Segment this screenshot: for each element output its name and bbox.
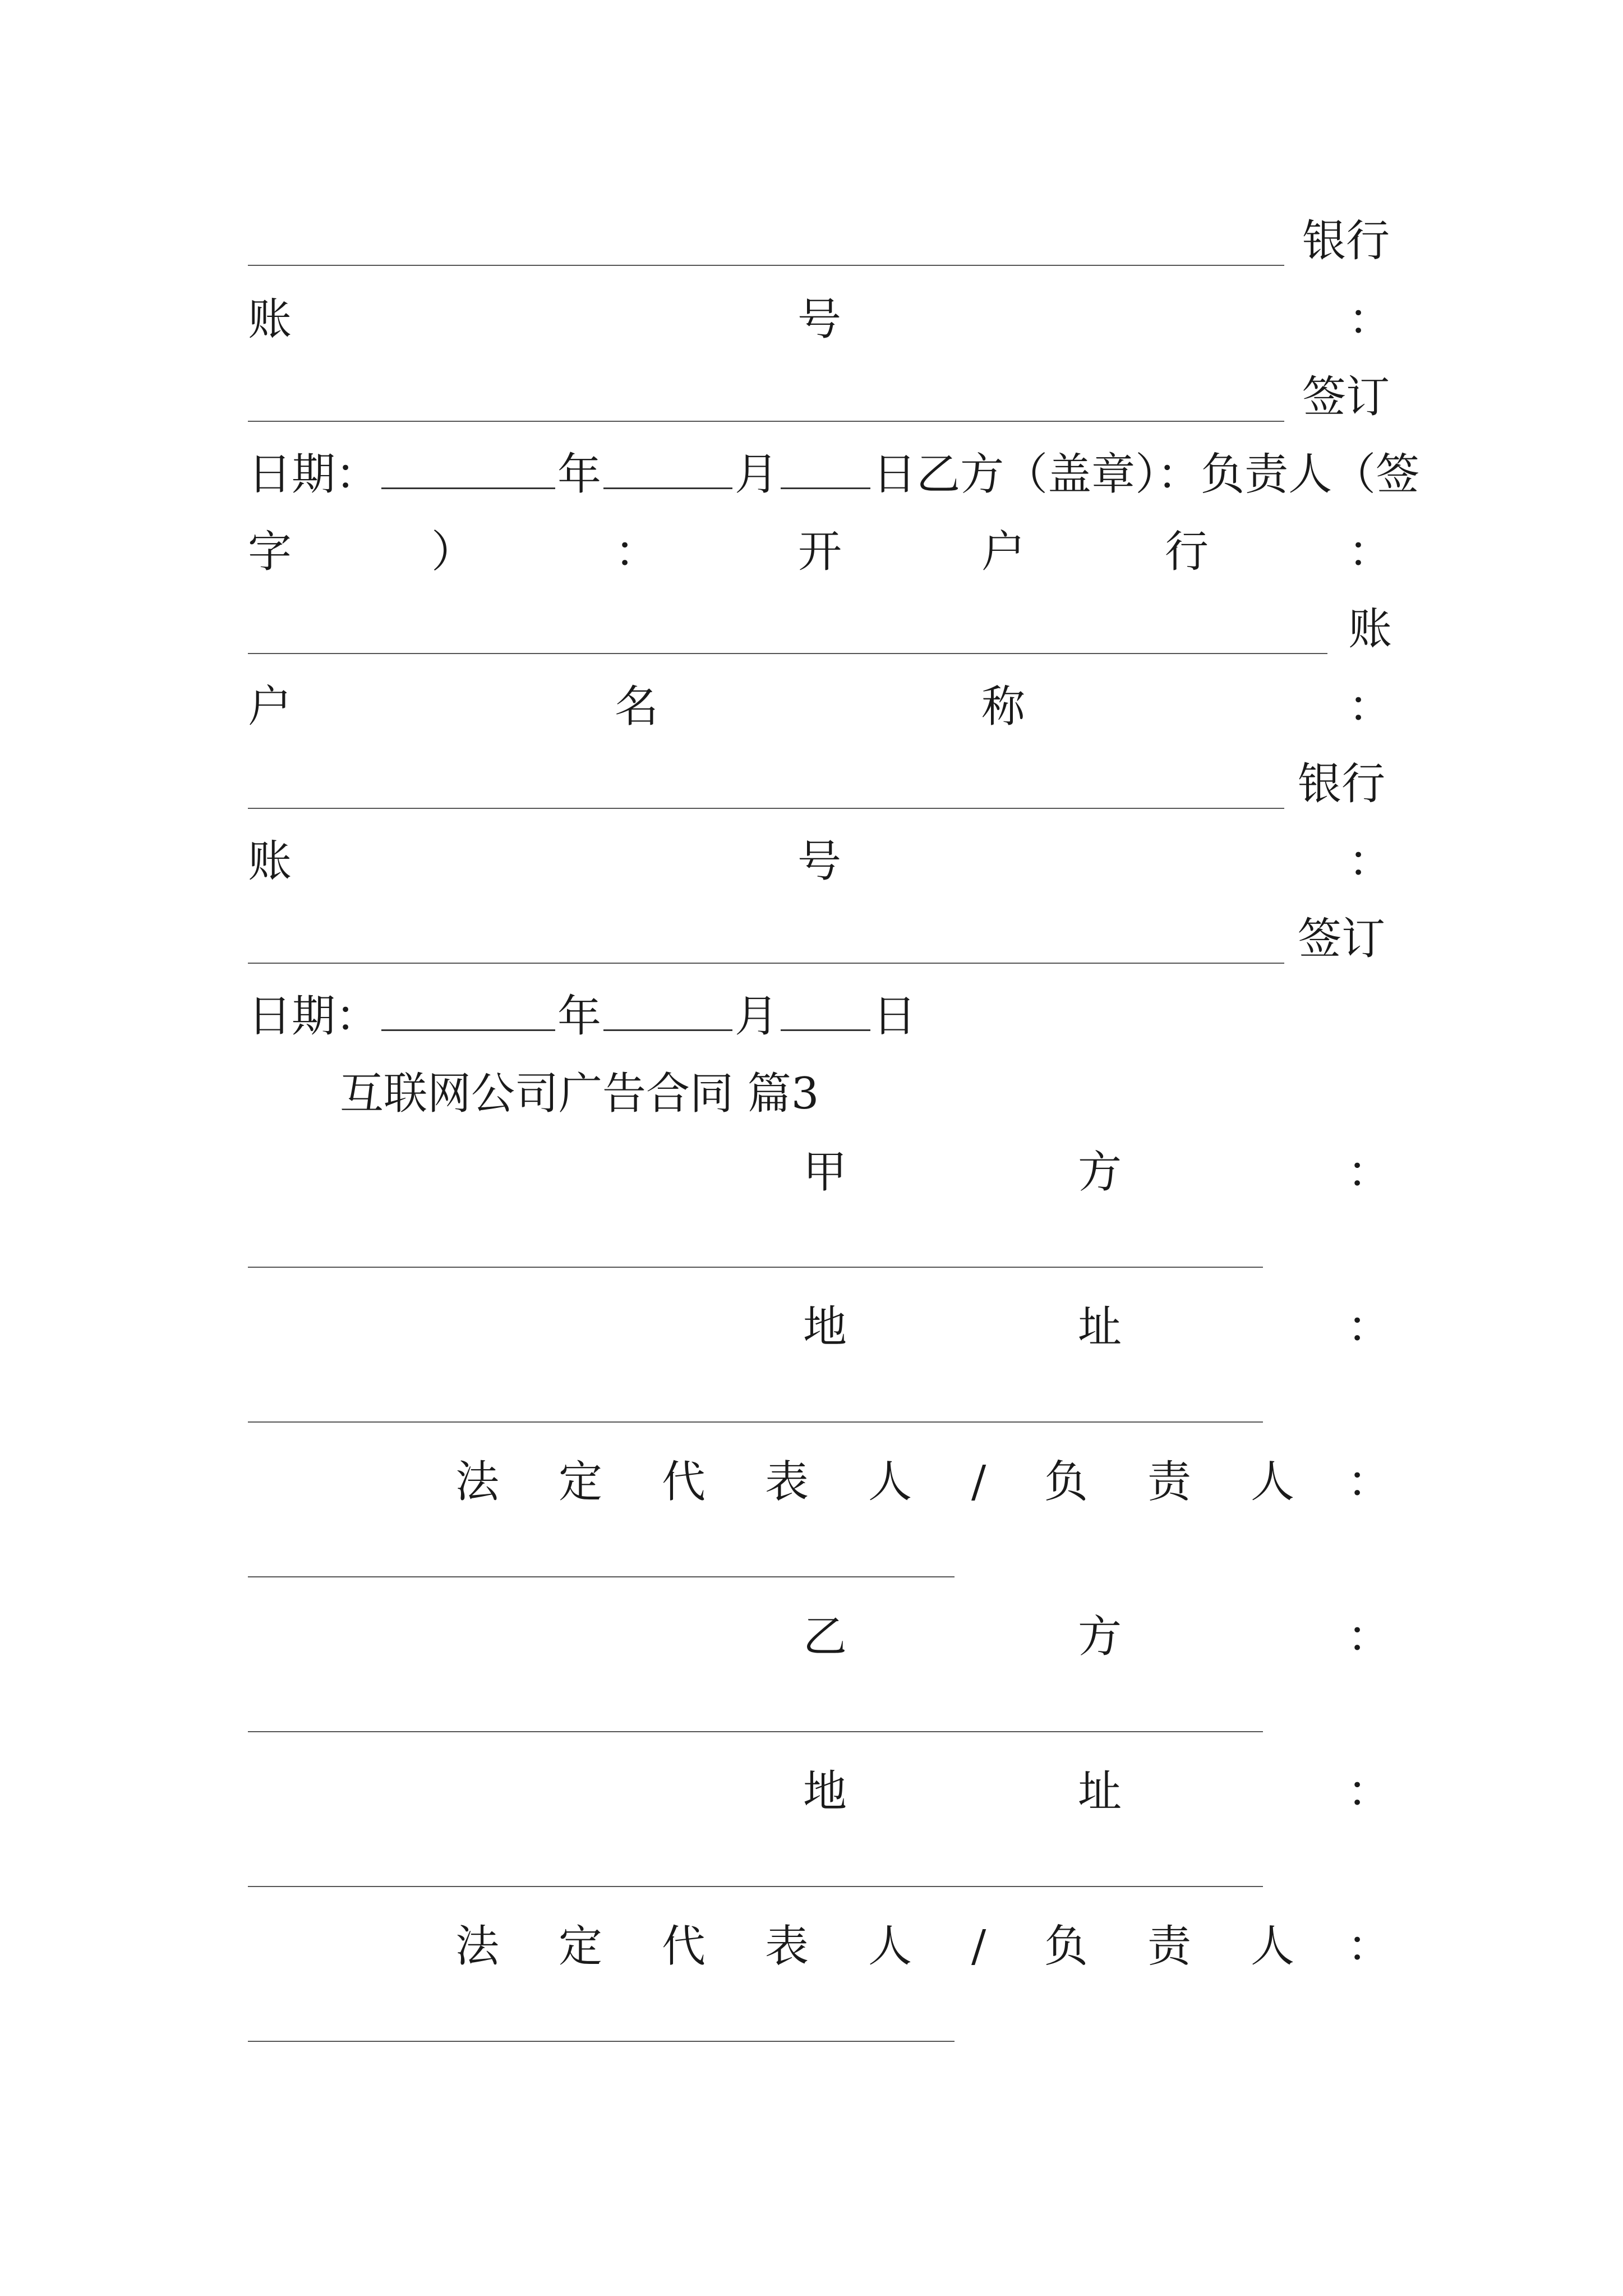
- char: 账: [248, 836, 292, 887]
- char: 乙: [803, 1612, 847, 1662]
- rep-a-fill-line[interactable]: [248, 1576, 955, 1577]
- char: 负: [1044, 1457, 1089, 1507]
- address-b-fill-line[interactable]: [248, 1886, 1263, 1887]
- sign-line-a: [248, 364, 1392, 431]
- char: ：: [1347, 1766, 1391, 1817]
- char: 定: [559, 1921, 603, 1972]
- char: ：: [1347, 1612, 1391, 1662]
- bank-line-b: [248, 751, 1392, 818]
- char: 代: [662, 1921, 706, 1972]
- sign-line-b: [248, 905, 1392, 973]
- char: 行: [1164, 527, 1209, 577]
- bank-label: 银行: [1298, 759, 1386, 809]
- rep-b-line: [248, 1913, 1392, 1980]
- fill-line[interactable]: [248, 963, 1284, 964]
- char: 负: [1044, 1921, 1089, 1972]
- char: 址: [1078, 1766, 1122, 1817]
- char: 法: [455, 1921, 500, 1972]
- char: 号: [797, 836, 842, 887]
- char: 人: [868, 1921, 912, 1972]
- day-label: 日: [873, 449, 917, 500]
- char: 定: [559, 1457, 603, 1507]
- char: ：: [1348, 682, 1392, 732]
- sign-label: 签订: [1302, 372, 1390, 422]
- party-b-line: [248, 1603, 1392, 1671]
- char: /: [971, 1457, 986, 1507]
- char: 方: [1078, 1147, 1122, 1198]
- year-blank[interactable]: [381, 986, 555, 1031]
- char: 户: [981, 527, 1025, 577]
- fill-line[interactable]: [248, 808, 1284, 809]
- date-label: 日期：: [248, 991, 380, 1042]
- account-line-b: [248, 596, 1392, 663]
- fill-line[interactable]: [248, 653, 1327, 654]
- date-line-b: [248, 983, 1392, 1050]
- day-blank[interactable]: [781, 444, 870, 489]
- month-label: 月: [735, 991, 779, 1042]
- char: ：: [1348, 527, 1392, 577]
- day-blank[interactable]: [781, 986, 870, 1031]
- char: 账: [248, 295, 292, 345]
- date-line-a: [248, 441, 1420, 508]
- char: ：: [614, 527, 658, 577]
- month-blank[interactable]: [603, 986, 732, 1031]
- char: 法: [455, 1457, 500, 1507]
- month-blank[interactable]: [603, 444, 732, 489]
- char: 甲: [803, 1147, 847, 1198]
- char: ：: [1347, 1921, 1391, 1972]
- char: 人: [868, 1457, 912, 1507]
- char: 名: [614, 682, 658, 732]
- rep-b-fill-line[interactable]: [248, 2041, 955, 2042]
- char: 方: [1078, 1612, 1122, 1662]
- char: ：: [1348, 836, 1392, 887]
- char: ：: [1347, 1302, 1391, 1352]
- char: 开: [797, 527, 842, 577]
- account-name-line-b: [248, 673, 1392, 740]
- party-a-line: [248, 1139, 1392, 1206]
- bank-line-a: [248, 208, 1392, 275]
- address-b-line: [248, 1758, 1392, 1825]
- date-label: 日期：: [248, 449, 380, 500]
- char: ：: [1347, 1457, 1391, 1507]
- party-b-fill-line[interactable]: [248, 1731, 1263, 1732]
- char: 户: [248, 682, 292, 732]
- day-label: 日: [873, 991, 917, 1042]
- continuation-text: 乙方（盖章）：负责人（签: [916, 449, 1420, 500]
- char: 表: [765, 1457, 809, 1507]
- char: 人: [1251, 1921, 1295, 1972]
- char: 人: [1251, 1457, 1295, 1507]
- year-label: 年: [557, 449, 602, 500]
- party-a-fill-line[interactable]: [248, 1267, 1263, 1268]
- char: /: [971, 1921, 986, 1972]
- rep-a-line: [248, 1448, 1392, 1516]
- account-no-line-a: [248, 286, 1392, 353]
- sign-bank-line-b: [248, 518, 1392, 586]
- char: 称: [981, 682, 1025, 732]
- year-label: 年: [557, 991, 602, 1042]
- char: 责: [1147, 1921, 1192, 1972]
- char: 责: [1147, 1457, 1192, 1507]
- char: 代: [662, 1457, 706, 1507]
- account-label: 账: [1348, 604, 1393, 655]
- char: 址: [1078, 1302, 1122, 1352]
- char: 表: [765, 1921, 809, 1972]
- char: ：: [1348, 295, 1392, 345]
- sign-label: 签订: [1298, 914, 1386, 964]
- char: 地: [803, 1766, 847, 1817]
- char: 号: [797, 295, 842, 345]
- account-no-line-b: [248, 828, 1392, 895]
- year-blank[interactable]: [381, 444, 555, 489]
- bank-label: 银行: [1302, 216, 1390, 266]
- char: 地: [803, 1302, 847, 1352]
- section-heading: [340, 1060, 1181, 1128]
- char: ：: [1347, 1147, 1391, 1198]
- fill-line[interactable]: [248, 421, 1284, 422]
- char: 字: [248, 527, 292, 577]
- fill-line[interactable]: [248, 265, 1284, 266]
- address-a-line: [248, 1294, 1392, 1361]
- month-label: 月: [735, 449, 779, 500]
- char: ）: [431, 527, 475, 577]
- heading-text: 互联网公司广告合同 篇3: [340, 1069, 819, 1119]
- address-a-fill-line[interactable]: [248, 1421, 1263, 1423]
